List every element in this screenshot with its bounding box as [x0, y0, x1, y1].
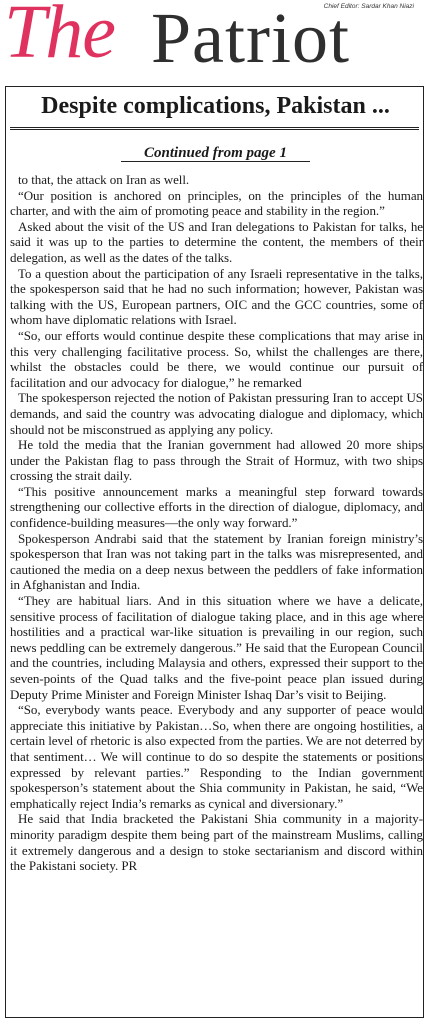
headline-rule-bottom: [10, 129, 419, 130]
article-paragraph: “This positive announcement marks a meaningful step forward towards strengthening our collective efforts in the direction of dialogue, diplomacy, and confidence-building measures—the only way forward.”: [10, 483, 423, 531]
article-paragraph: “Our position is anchored on principles, on the principles of the human charter, and with the aim of promoting peace and stability in the region.”: [10, 187, 423, 219]
article-paragraph: He told the media that the Iranian government had allowed 20 more ships under the Pakistan flag to pass through the Strait of Hormuz, with two ships crossing the strait daily.: [10, 437, 423, 484]
article-paragraph: Spokesperson Andrabi said that the statement by Iranian foreign ministry’s spokesperson that Iran was not taking part in the talks was misrepresented, and cautioned the media on a deep nexus between the peddlers of fake information in Afghanistan and India.: [10, 530, 423, 593]
article-paragraph: The spokesperson rejected the notion of Pakistan pressuring Iran to accept US demands, and said the country was advocating dialogue and diplomacy, which should not be misconstrued as applying any policy.: [10, 390, 423, 437]
article-paragraph: to that, the attack on Iran as well.: [18, 172, 190, 187]
masthead: [0, 0, 431, 82]
masthead-logo-patriot: Patriot: [151, 0, 350, 78]
article-body: [10, 172, 423, 874]
article-paragraph: To a question about the participation of any Israeli representative in the talks, the spokesperson said that he had no such information; however, Pakistan was talking with the US, European partners, OIC and the GCC countries, some of whom have diplomatic relations with Israel.: [10, 265, 423, 328]
article-paragraph: “So, everybody wants peace. Everybody and any supporter of peace would appreciate this initiative by Pakistan…So, when there are ongoing hostilities, a certain level of rhetoric is also expected from the parties. We are not deterred by that sentiment… We will continue to do so despite the statements or positions expressed by relevant parties.” Responding to the Indian government spokesperson’s statement about the Shia community in Pakistan, he said, “We emphatically reject India’s remarks as cynical and diversionary.”: [10, 702, 423, 811]
article-paragraph: He said that India bracketed the Pakistani Shia community in a majority-minority paradigm despite them being part of the mainstream Muslims, calling it extremely dangerous and a design to stoke sectarianism and discord within the Pakistani society. PR: [10, 811, 423, 874]
article-paragraph: “So, our efforts would continue despite these complications that may arise in this very challenging facilitative process. So, whilst the challenges are there, whilst the obstacles could be there, we would continue our pursuit of facilitation and our advocacy for dialogue,” he remarked: [10, 327, 423, 390]
masthead-logo-the: The: [4, 0, 115, 74]
continued-underline: [121, 161, 310, 162]
article-paragraph: “They are habitual liars. And in this situation where we have a delicate, sensitive process of facilitation of dialogue taking place, and in this age where hostilities and a practical war-like situation is prevailing in our region, such news peddling can be extremely dangerous.” He said that the European Council and the countries, including Malaysia and others, expressed their support to the seven-points of the Quad talks and the five-point peace plan issued during Deputy Prime Minister and Foreign Minister Ishaq Dar’s visit to Beijing.: [10, 593, 423, 702]
article-headline: Despite complications, Pakistan ...: [41, 93, 390, 119]
chief-editor-credit: Chief Editor: Sardar Khan Niazi: [323, 3, 414, 10]
continued-from-label: Continued from page 1: [144, 145, 287, 161]
article-paragraph: Asked about the visit of the US and Iran delegations to Pakistan for talks, he said it was up to the parties to determine the content, the members of their delegation, as well as the dates of the talks.: [10, 218, 423, 265]
headline-rule-top: [10, 127, 419, 128]
